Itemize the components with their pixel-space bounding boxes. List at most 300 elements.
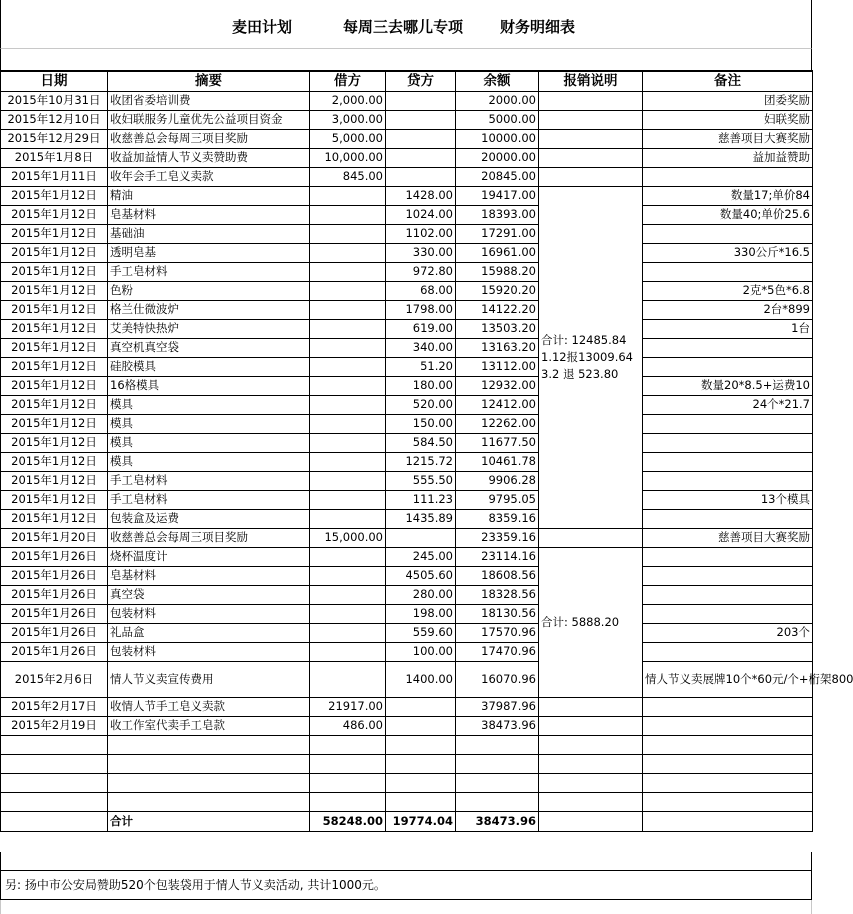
note-cell: 203个 [643, 623, 813, 642]
summary-cell: 手工皂材料 [108, 490, 310, 509]
debit-cell [310, 357, 386, 376]
empty-cell [456, 773, 539, 792]
date-cell: 2015年1月26日 [1, 585, 108, 604]
date-cell: 2015年1月12日 [1, 262, 108, 281]
balance-cell: 20845.00 [456, 167, 539, 186]
date-cell: 2015年1月12日 [1, 471, 108, 490]
balance-cell: 11677.50 [456, 433, 539, 452]
reimbursement-cell [539, 110, 643, 129]
header-summary: 摘要 [108, 71, 310, 91]
table-row [1, 452, 813, 471]
balance-cell: 12932.00 [456, 376, 539, 395]
debit-cell: 5,000.00 [310, 129, 386, 148]
empty-cell [310, 773, 386, 792]
balance-cell: 9795.05 [456, 490, 539, 509]
debit-cell [310, 186, 386, 205]
balance-cell: 12412.00 [456, 395, 539, 414]
note-cell: 1台 [643, 319, 813, 338]
summary-cell: 手工皂材料 [108, 471, 310, 490]
reimbursement-line: 1.12报13009.64 [541, 349, 633, 364]
summary-cell: 包装材料 [108, 642, 310, 661]
title-project: 麦田计划 [232, 18, 293, 36]
empty-cell [539, 792, 643, 811]
note-cell [643, 167, 813, 186]
note-cell [643, 716, 813, 735]
table-row [1, 148, 813, 167]
debit-cell: 21917.00 [310, 697, 386, 716]
empty-cell [456, 754, 539, 773]
empty-table-row [1, 754, 813, 773]
balance-cell: 23114.16 [456, 547, 539, 566]
empty-table-row [1, 792, 813, 811]
date-cell: 2015年2月19日 [1, 716, 108, 735]
summary-cell: 收年会手工皂义卖款 [108, 167, 310, 186]
balance-cell: 19417.00 [456, 186, 539, 205]
debit-cell [310, 319, 386, 338]
balance-cell: 18328.56 [456, 585, 539, 604]
empty-cell [539, 773, 643, 792]
debit-cell [310, 224, 386, 243]
balance-cell: 2000.00 [456, 91, 539, 110]
table-row [1, 528, 813, 547]
note-cell: 情人节义卖展牌10个*60元/个+桁架800 [643, 661, 813, 697]
empty-row [0, 852, 812, 870]
balance-cell: 17570.96 [456, 623, 539, 642]
empty-cell [108, 754, 310, 773]
date-cell: 2015年1月12日 [1, 509, 108, 528]
date-cell: 2015年1月12日 [1, 224, 108, 243]
date-cell: 2015年1月20日 [1, 528, 108, 547]
summary-cell: 收团省委培训费 [108, 91, 310, 110]
credit-cell [386, 528, 456, 547]
note-cell [643, 604, 813, 623]
credit-cell: 972.80 [386, 262, 456, 281]
date-cell: 2015年1月12日 [1, 357, 108, 376]
credit-cell: 619.00 [386, 319, 456, 338]
credit-cell: 520.00 [386, 395, 456, 414]
debit-cell [310, 205, 386, 224]
debit-cell [310, 623, 386, 642]
table-row [1, 110, 813, 129]
balance-cell: 23359.16 [456, 528, 539, 547]
empty-cell [456, 792, 539, 811]
table-row [1, 697, 813, 716]
note-cell: 2克*5色*6.8 [643, 281, 813, 300]
note-cell: 团委奖励 [643, 91, 813, 110]
summary-cell: 收工作室代卖手工皂款 [108, 716, 310, 735]
date-cell: 2015年1月12日 [1, 281, 108, 300]
credit-cell: 111.23 [386, 490, 456, 509]
balance-cell: 8359.16 [456, 509, 539, 528]
credit-cell: 1400.00 [386, 661, 456, 697]
date-cell: 2015年1月12日 [1, 433, 108, 452]
debit-cell [310, 262, 386, 281]
debit-cell [310, 547, 386, 566]
summary-cell: 精油 [108, 186, 310, 205]
date-cell: 2015年1月12日 [1, 186, 108, 205]
date-cell: 2015年12月29日 [1, 129, 108, 148]
date-cell: 2015年1月12日 [1, 414, 108, 433]
balance-cell: 17470.96 [456, 642, 539, 661]
debit-cell [310, 433, 386, 452]
empty-cell [539, 811, 643, 831]
header-reimbursement: 报销说明 [539, 71, 643, 91]
credit-cell [386, 697, 456, 716]
table-row [1, 224, 813, 243]
balance-cell: 20000.00 [456, 148, 539, 167]
empty-cell [643, 754, 813, 773]
summary-cell: 真空袋 [108, 585, 310, 604]
credit-cell: 68.00 [386, 281, 456, 300]
footnote: 另: 扬中市公安局赞助520个包装袋用于情人节义卖活动, 共计1000元。 [0, 870, 812, 900]
debit-cell: 486.00 [310, 716, 386, 735]
table-row [1, 547, 813, 566]
summary-cell: 皂基材料 [108, 205, 310, 224]
date-cell: 2015年1月12日 [1, 490, 108, 509]
empty-row [0, 48, 812, 70]
summary-cell: 情人节义卖宣传费用 [108, 661, 310, 697]
date-cell: 2015年1月12日 [1, 452, 108, 471]
balance-cell: 18393.00 [456, 205, 539, 224]
note-cell: 益加益赞助 [643, 148, 813, 167]
empty-cell [386, 792, 456, 811]
debit-cell: 845.00 [310, 167, 386, 186]
total-row [1, 811, 813, 831]
empty-cell [386, 754, 456, 773]
credit-cell: 51.20 [386, 357, 456, 376]
balance-cell: 18608.56 [456, 566, 539, 585]
note-cell: 2台*899 [643, 300, 813, 319]
debit-cell [310, 490, 386, 509]
note-cell [643, 414, 813, 433]
credit-cell [386, 129, 456, 148]
date-cell: 2015年12月10日 [1, 110, 108, 129]
table-row [1, 319, 813, 338]
balance-cell: 16070.96 [456, 661, 539, 697]
balance-cell: 13503.20 [456, 319, 539, 338]
summary-cell: 真空机真空袋 [108, 338, 310, 357]
debit-cell: 3,000.00 [310, 110, 386, 129]
summary-cell: 模具 [108, 395, 310, 414]
header-credit: 贷方 [386, 71, 456, 91]
table-row [1, 642, 813, 661]
empty-cell [456, 735, 539, 754]
reimbursement-cell [539, 148, 643, 167]
summary-cell: 收益加益情人节义卖赞助费 [108, 148, 310, 167]
balance-cell: 18130.56 [456, 604, 539, 623]
credit-cell: 280.00 [386, 585, 456, 604]
empty-cell [310, 792, 386, 811]
date-cell: 2015年1月12日 [1, 243, 108, 262]
ledger-table [0, 70, 853, 832]
balance-cell: 12262.00 [456, 414, 539, 433]
summary-cell: 手工皂材料 [108, 262, 310, 281]
credit-cell: 180.00 [386, 376, 456, 395]
summary-cell: 模具 [108, 433, 310, 452]
note-cell: 数量17;单价84 [643, 186, 813, 205]
summary-cell: 收妇联服务儿童优先公益项目资金 [108, 110, 310, 129]
credit-cell: 555.50 [386, 471, 456, 490]
table-row [1, 186, 813, 205]
note-cell: 数量40;单价25.6 [643, 205, 813, 224]
credit-cell: 330.00 [386, 243, 456, 262]
credit-cell: 1024.00 [386, 205, 456, 224]
date-cell: 2015年2月17日 [1, 697, 108, 716]
debit-cell [310, 509, 386, 528]
credit-cell [386, 167, 456, 186]
empty-cell [539, 735, 643, 754]
header-date: 日期 [1, 71, 108, 91]
summary-cell: 礼品盒 [108, 623, 310, 642]
balance-cell: 13163.20 [456, 338, 539, 357]
credit-cell: 1428.00 [386, 186, 456, 205]
note-cell: 330公斤*16.5 [643, 243, 813, 262]
note-cell: 24个*21.7 [643, 395, 813, 414]
note-cell [643, 509, 813, 528]
table-row [1, 357, 813, 376]
header-debit: 借方 [310, 71, 386, 91]
balance-cell: 15988.20 [456, 262, 539, 281]
empty-table-row [1, 735, 813, 754]
date-cell: 2015年1月12日 [1, 205, 108, 224]
debit-cell [310, 566, 386, 585]
date-cell: 2015年1月26日 [1, 566, 108, 585]
table-row [1, 338, 813, 357]
balance-cell: 14122.20 [456, 300, 539, 319]
debit-cell [310, 376, 386, 395]
debit-cell [310, 281, 386, 300]
note-cell: 13个模具 [643, 490, 813, 509]
table-row [1, 395, 813, 414]
balance-cell: 10461.78 [456, 452, 539, 471]
debit-cell [310, 414, 386, 433]
credit-cell: 4505.60 [386, 566, 456, 585]
reimbursement-summary-1 [539, 186, 643, 528]
table-row [1, 376, 813, 395]
credit-cell: 559.60 [386, 623, 456, 642]
credit-cell: 584.50 [386, 433, 456, 452]
debit-cell: 2,000.00 [310, 91, 386, 110]
table-row [1, 716, 813, 735]
empty-cell [386, 735, 456, 754]
reimbursement-summary-2 [539, 547, 643, 697]
note-cell [643, 642, 813, 661]
note-cell [643, 262, 813, 281]
note-cell [643, 452, 813, 471]
debit-cell [310, 604, 386, 623]
reimbursement-line: 3.2 退 523.80 [541, 366, 619, 381]
credit-cell: 245.00 [386, 547, 456, 566]
credit-cell: 1435.89 [386, 509, 456, 528]
date-cell: 2015年1月12日 [1, 338, 108, 357]
balance-cell: 16961.00 [456, 243, 539, 262]
empty-cell [643, 735, 813, 754]
summary-cell: 收慈善总会每周三项目奖励 [108, 129, 310, 148]
table-row [1, 490, 813, 509]
debit-cell [310, 243, 386, 262]
credit-cell: 100.00 [386, 642, 456, 661]
total-label: 合计 [108, 811, 310, 831]
title-report: 财务明细表 [500, 18, 576, 36]
date-cell: 2015年1月12日 [1, 300, 108, 319]
table-row [1, 262, 813, 281]
empty-cell [108, 773, 310, 792]
header-balance: 余额 [456, 71, 539, 91]
table-row [1, 281, 813, 300]
debit-cell [310, 642, 386, 661]
empty-cell [1, 792, 108, 811]
total-credit: 19774.04 [386, 811, 456, 831]
summary-cell: 硅胶模具 [108, 357, 310, 376]
summary-cell: 16格模具 [108, 376, 310, 395]
date-cell: 2015年1月12日 [1, 376, 108, 395]
summary-cell: 透明皂基 [108, 243, 310, 262]
total-debit: 58248.00 [310, 811, 386, 831]
balance-cell: 37987.96 [456, 697, 539, 716]
credit-cell: 150.00 [386, 414, 456, 433]
empty-cell [643, 811, 813, 831]
table-row [1, 604, 813, 623]
note-cell: 慈善项目大赛奖励 [643, 528, 813, 547]
balance-cell: 5000.00 [456, 110, 539, 129]
empty-table-row [1, 773, 813, 792]
table-row [1, 471, 813, 490]
credit-cell: 1215.72 [386, 452, 456, 471]
debit-cell [310, 452, 386, 471]
note-cell: 数量20*8.5+运费10 [643, 376, 813, 395]
total-balance: 38473.96 [456, 811, 539, 831]
balance-cell: 10000.00 [456, 129, 539, 148]
summary-cell: 色粉 [108, 281, 310, 300]
reimbursement-cell [539, 129, 643, 148]
empty-cell [108, 735, 310, 754]
table-row [1, 91, 813, 110]
table-row [1, 623, 813, 642]
debit-cell [310, 338, 386, 357]
summary-cell: 包装材料 [108, 604, 310, 623]
note-cell [643, 547, 813, 566]
table-row [1, 167, 813, 186]
summary-cell: 包装盒及运费 [108, 509, 310, 528]
note-cell [643, 433, 813, 452]
debit-cell [310, 395, 386, 414]
table-row [1, 129, 813, 148]
summary-cell: 皂基材料 [108, 566, 310, 585]
reimbursement-cell [539, 716, 643, 735]
note-cell [643, 471, 813, 490]
date-cell: 2015年1月8日 [1, 148, 108, 167]
title-row [0, 0, 812, 48]
reimbursement-cell [539, 167, 643, 186]
reimbursement-cell [539, 91, 643, 110]
empty-cell [1, 735, 108, 754]
credit-cell: 1798.00 [386, 300, 456, 319]
balance-cell: 38473.96 [456, 716, 539, 735]
header-row [1, 71, 813, 91]
title-subject: 每周三去哪儿专项 [343, 18, 464, 36]
date-cell: 2015年1月26日 [1, 547, 108, 566]
empty-cell [310, 735, 386, 754]
empty-cell [108, 792, 310, 811]
date-cell: 2015年1月26日 [1, 623, 108, 642]
note-cell: 妇联奖励 [643, 110, 813, 129]
empty-cell [539, 754, 643, 773]
summary-cell: 烧杯温度计 [108, 547, 310, 566]
table-row [1, 414, 813, 433]
table-row [1, 433, 813, 452]
note-cell [643, 585, 813, 604]
debit-cell [310, 300, 386, 319]
table-row [1, 566, 813, 585]
empty-cell [386, 773, 456, 792]
note-cell [643, 338, 813, 357]
date-cell: 2015年1月26日 [1, 604, 108, 623]
table-row [1, 661, 813, 697]
date-cell: 2015年2月6日 [1, 661, 108, 697]
balance-cell: 13112.00 [456, 357, 539, 376]
date-cell: 2015年1月12日 [1, 395, 108, 414]
table-row [1, 243, 813, 262]
reimbursement-line: 合计: 12485.84 [541, 332, 627, 347]
credit-cell: 1102.00 [386, 224, 456, 243]
date-cell: 2015年1月11日 [1, 167, 108, 186]
table-row [1, 509, 813, 528]
reimbursement-line: 合计: 5888.20 [541, 614, 620, 629]
summary-cell: 基础油 [108, 224, 310, 243]
summary-cell: 模具 [108, 452, 310, 471]
date-cell: 2015年1月12日 [1, 319, 108, 338]
header-note: 备注 [643, 71, 813, 91]
note-cell: 慈善项目大赛奖励 [643, 129, 813, 148]
table-row [1, 300, 813, 319]
summary-cell: 艾美特快热炉 [108, 319, 310, 338]
summary-cell: 格兰仕微波炉 [108, 300, 310, 319]
empty-cell [643, 773, 813, 792]
credit-cell: 340.00 [386, 338, 456, 357]
reimbursement-cell [539, 697, 643, 716]
credit-cell: 198.00 [386, 604, 456, 623]
credit-cell [386, 91, 456, 110]
summary-cell: 模具 [108, 414, 310, 433]
note-cell [643, 566, 813, 585]
summary-cell: 收慈善总会每周三项目奖励 [108, 528, 310, 547]
summary-cell: 收情人节手工皂义卖款 [108, 697, 310, 716]
debit-cell [310, 585, 386, 604]
date-cell: 2015年1月26日 [1, 642, 108, 661]
table-row [1, 205, 813, 224]
balance-cell: 9906.28 [456, 471, 539, 490]
empty-cell [1, 773, 108, 792]
balance-cell: 17291.00 [456, 224, 539, 243]
note-cell [643, 224, 813, 243]
empty-cell [310, 754, 386, 773]
balance-cell: 15920.20 [456, 281, 539, 300]
debit-cell: 15,000.00 [310, 528, 386, 547]
empty-cell [643, 792, 813, 811]
credit-cell [386, 110, 456, 129]
debit-cell [310, 661, 386, 697]
debit-cell: 10,000.00 [310, 148, 386, 167]
empty-cell [1, 754, 108, 773]
empty-row [0, 900, 812, 914]
credit-cell [386, 716, 456, 735]
reimbursement-cell [539, 528, 643, 547]
date-cell: 2015年10月31日 [1, 91, 108, 110]
table-row [1, 585, 813, 604]
empty-cell [1, 811, 108, 831]
note-cell [643, 697, 813, 716]
debit-cell [310, 471, 386, 490]
